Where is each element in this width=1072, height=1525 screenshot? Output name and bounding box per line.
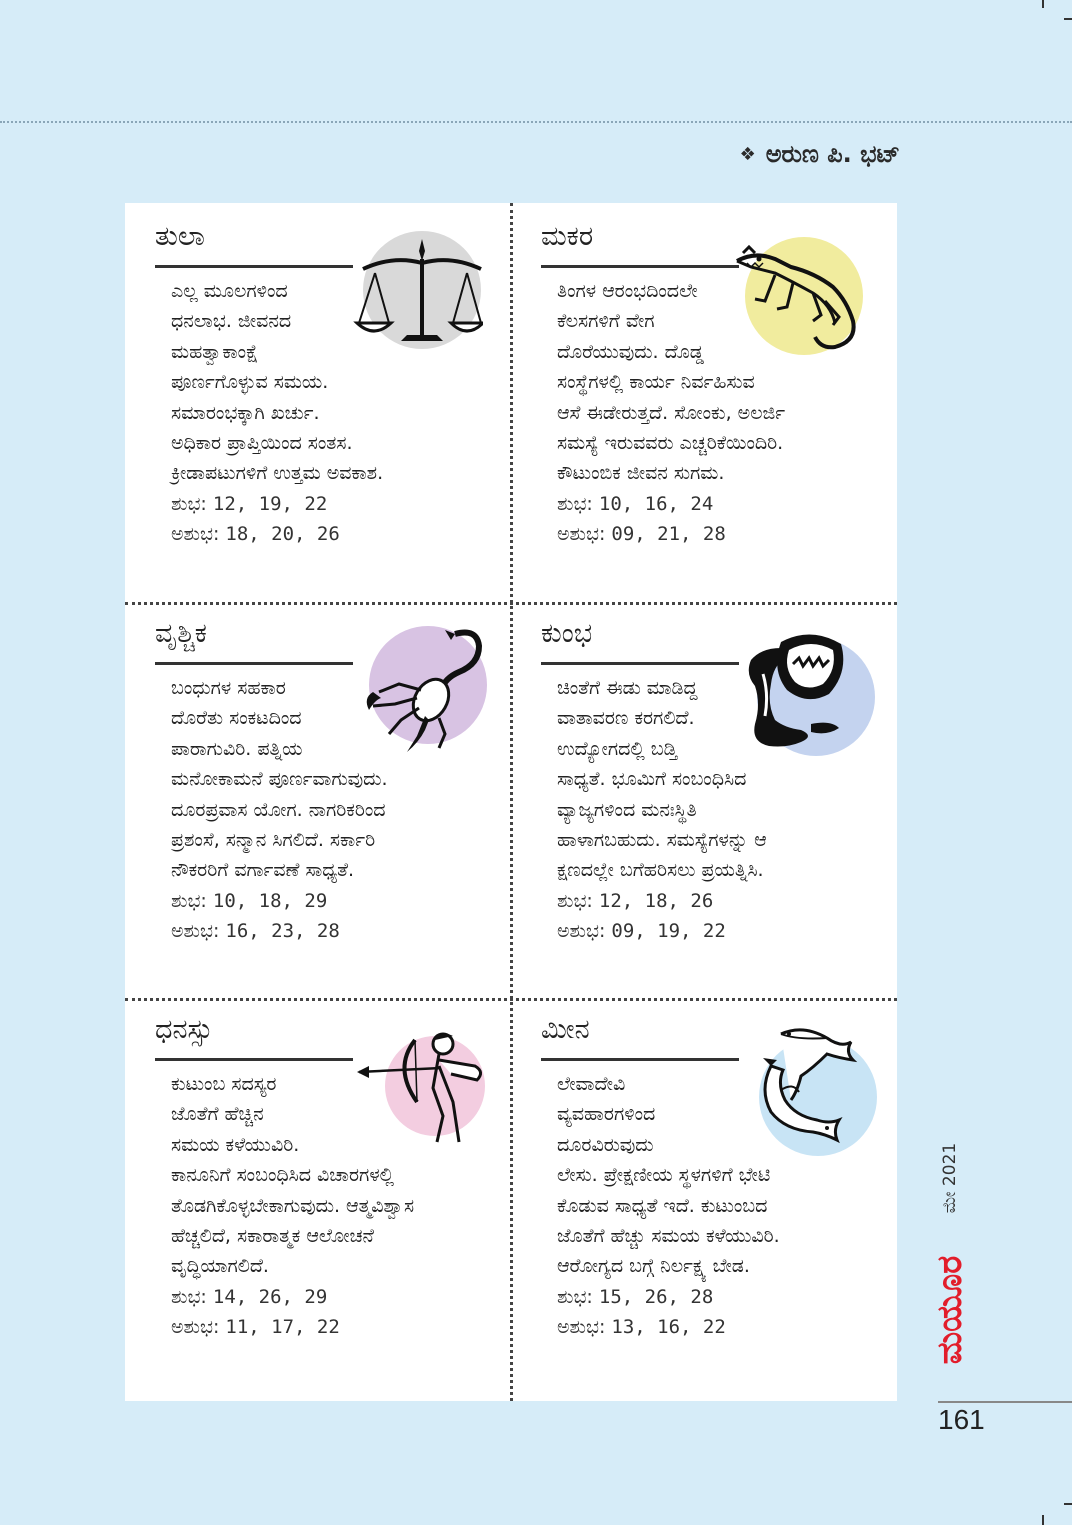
sign-libra xyxy=(125,203,511,601)
diamond-bullet-icon: ❖ xyxy=(739,143,756,165)
title-rule xyxy=(155,265,353,268)
page-number: 161 xyxy=(938,1404,985,1435)
issue-date: ಮೇ 2021 xyxy=(940,1142,960,1213)
lucky-numbers xyxy=(557,886,726,947)
lucky-numbers xyxy=(171,1282,340,1343)
sign-capricorn xyxy=(511,203,897,601)
title-rule xyxy=(155,1058,353,1061)
ashubha-row: ಅಶುಭ: 16, 23, 28 xyxy=(171,920,340,943)
prediction-text: ತಿಂಗಳ ಆರಂಭದಿಂದಲೇ ಕೆಲಸಗಳಿಗೆ ವೇಗ ದೊರೆಯುವುದು. ದೊಡ್ಡ ಸಂಸ್ಥೆಗಳಲ್ಲಿ ಕಾರ್ಯ ನಿರ್ವಹಿಸುವ ಆಸೆ ಈಡೇರುತ್ತದೆ. ಸೋಂಕು, ಅಲರ್ಜಿ ಸಮಸ್ಯೆ ಇರುವವರು ಎಚ್ಚರಿಕೆಯಿಂದಿರಿ. ಕೌಟುಂಬಿಕ ಜೀವನ ಸುಗಮ. xyxy=(557,280,786,485)
sign-title: ತುಲಾ xyxy=(155,221,205,252)
lucky-numbers xyxy=(557,1282,726,1343)
magazine-logo: ಮಯೂರ xyxy=(930,1255,970,1365)
crop-mark xyxy=(1064,18,1072,20)
page-number-rule xyxy=(938,1401,1072,1403)
lucky-numbers xyxy=(171,886,340,947)
prediction-text: ಬಂಧುಗಳ ಸಹಕಾರ ದೊರೆತು ಸಂಕಟದಿಂದ ಪಾರಾಗುವಿರಿ. ಪತ್ನಿಯ ಮನೋಕಾಮನೆ ಪೂರ್ಣವಾಗುವುದು. ದೂರಪ್ರವಾಸ ಯೋಗ. ನಾಗರಿಕರಿಂದ ಪ್ರಶಂಸೆ, ಸನ್ಮಾನ ಸಿಗಲಿದೆ. ಸರ್ಕಾರಿ ನೌಕರರಿಗೆ ವರ್ಗಾವಣೆ ಸಾಧ್ಯತೆ. xyxy=(171,677,388,882)
shubha-row: ಶುಭ: 12, 18, 26 xyxy=(557,890,714,912)
sign-title: ಮೀನ xyxy=(541,1014,590,1045)
shubha-row: ಶುಭ: 14, 26, 29 xyxy=(171,1286,328,1308)
horoscope-card xyxy=(125,203,897,1401)
sign-aquarius xyxy=(511,600,897,998)
title-rule xyxy=(541,662,739,665)
ashubha-row: ಅಶುಭ: 09, 21, 28 xyxy=(557,523,726,546)
shubha-row: ಶುಭ: 10, 16, 24 xyxy=(557,493,714,515)
shubha-row: ಶುಭ: 10, 18, 29 xyxy=(171,890,328,912)
title-rule xyxy=(155,662,353,665)
sign-pisces xyxy=(511,996,897,1394)
sign-title: ಕುಂಭ xyxy=(541,618,593,649)
author-byline xyxy=(740,140,900,168)
crop-mark xyxy=(1042,1515,1044,1525)
ashubha-row: ಅಶುಭ: 13, 16, 22 xyxy=(557,1316,726,1339)
ashubha-row: ಅಶುಭ: 09, 19, 22 xyxy=(557,920,726,943)
ashubha-row: ಅಶುಭ: 11, 17, 22 xyxy=(171,1316,340,1339)
sign-title: ಮಕರ xyxy=(541,221,594,252)
sign-scorpio xyxy=(125,600,511,998)
header-dotted-divider xyxy=(0,121,1072,123)
prediction-text: ಎಲ್ಲ ಮೂಲಗಳಿಂದ ಧನಲಾಭ. ಜೀವನದ ಮಹತ್ವಾಕಾಂಕ್ಷೆ ಪೂರ್ಣಗೊಳ್ಳುವ ಸಮಯ. ಸಮಾರಂಭಕ್ಕಾಗಿ ಖರ್ಚು. ಅಧಿಕಾರ ಪ್ರಾಪ್ತಿಯಿಂದ ಸಂತಸ. ಕ್ರೀಡಾಪಟುಗಳಿಗೆ ಉತ್ತಮ ಅವಕಾಶ. xyxy=(171,280,384,485)
lucky-numbers xyxy=(171,489,340,550)
prediction-text: ಲೇವಾದೇವಿ ವ್ಯವಹಾರಗಳಿಂದ ದೂರವಿರುವುದು ಲೇಸು. ಪ್ರೇಕ್ಷಣೀಯ ಸ್ಥಳಗಳಿಗೆ ಭೇಟಿ ಕೊಡುವ ಸಾಧ್ಯತೆ ಇದೆ. ಕುಟುಂಬದ ಜೊತೆಗೆ ಹೆಚ್ಚು ಸಮಯ ಕಳೆಯುವಿರಿ. ಆರೋಗ್ಯದ ಬಗ್ಗೆ ನಿರ್ಲಕ್ಷ್ಯ ಬೇಡ. xyxy=(557,1073,780,1278)
sign-sagittarius xyxy=(125,996,511,1394)
sign-title: ಧನಸ್ಸು xyxy=(155,1014,213,1045)
title-rule xyxy=(541,265,739,268)
shubha-row: ಶುಭ: 12, 19, 22 xyxy=(171,493,328,515)
author-name: ಅರುಣ ಪಿ. ಭಟ್ xyxy=(765,140,900,168)
sign-title: ವೃಶ್ಚಿಕ xyxy=(155,618,207,649)
ashubha-row: ಅಶುಭ: 18, 20, 26 xyxy=(171,523,340,546)
lucky-numbers xyxy=(557,489,726,550)
title-rule xyxy=(541,1058,739,1061)
prediction-text: ಚಿಂತೆಗೆ ಈಡು ಮಾಡಿದ್ದ ವಾತಾವರಣ ಕರಗಲಿದೆ. ಉದ್ಯೋಗದಲ್ಲಿ ಬಡ್ತಿ ಸಾಧ್ಯತೆ. ಭೂಮಿಗೆ ಸಂಬಂಧಿಸಿದ ವ್ಯಾಜ್ಯಗಳಿಂದ ಮನಃಸ್ಥಿತಿ ಹಾಳಾಗಬಹುದು. ಸಮಸ್ಯೆಗಳನ್ನು ಆ ಕ್ಷಣದಲ್ಲೇ ಬಗೆಹರಿಸಲು ಪ್ರಯತ್ನಿಸಿ. xyxy=(557,677,767,882)
prediction-text: ಕುಟುಂಬ ಸದಸ್ಯರ ಜೊತೆಗೆ ಹೆಚ್ಚಿನ ಸಮಯ ಕಳೆಯುವಿರಿ. ಕಾನೂನಿಗೆ ಸಂಬಂಧಿಸಿದ ವಿಚಾರಗಳಲ್ಲಿ ತೊಡಗಿಕೊಳ್ಳಬೇಕಾಗುವುದು. ಆತ್ಮವಿಶ್ವಾಸ ಹೆಚ್ಚಲಿದೆ, ಸಕಾರಾತ್ಮಕ ಆಲೋಚನೆ ವೃದ್ಧಿಯಾಗಲಿದೆ. xyxy=(171,1073,415,1278)
crop-mark xyxy=(1064,1503,1072,1505)
crop-mark xyxy=(1042,0,1044,8)
shubha-row: ಶುಭ: 15, 26, 28 xyxy=(557,1286,714,1308)
